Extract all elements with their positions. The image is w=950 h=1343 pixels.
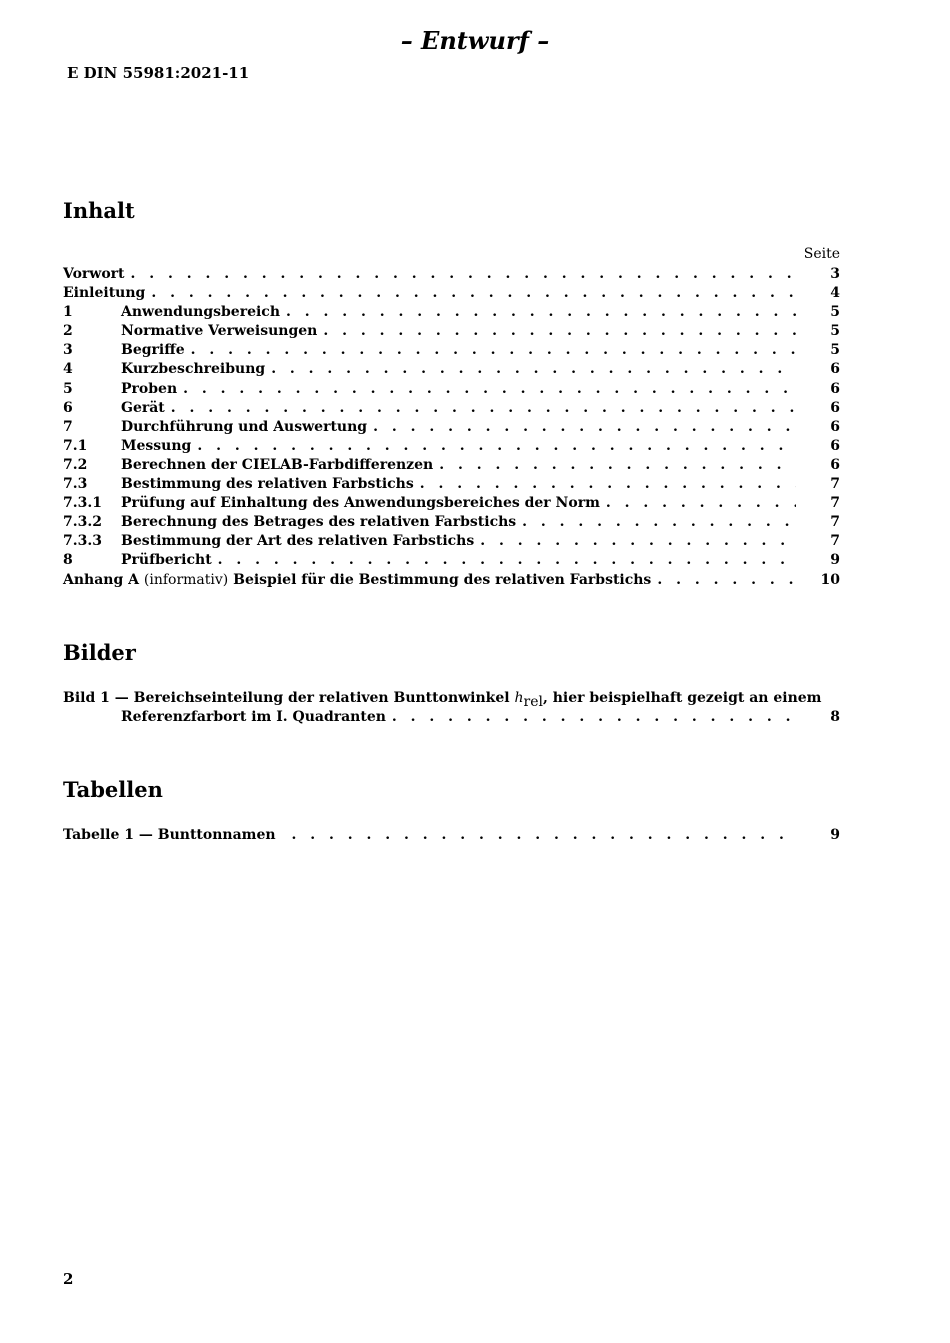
toc-entry-title: Berechnung des Betrages des relativen Farbstichs <box>121 514 517 531</box>
figure-entry-continuation: Referenzfarbort im I. Quadranten <box>121 709 386 725</box>
toc-entry-7-3-1[interactable] <box>63 494 840 513</box>
toc-entry-7-3-3[interactable] <box>63 532 840 551</box>
toc-entry-8[interactable] <box>63 551 840 570</box>
toc-entry-6[interactable] <box>63 399 840 418</box>
toc-entry-number: 7.3.1 <box>63 495 102 512</box>
toc-entry-title: Durchführung und Auswertung <box>121 418 368 435</box>
toc-entry-page: 6 <box>830 437 840 454</box>
toc-leader <box>323 322 796 341</box>
toc-entry-7-1[interactable] <box>63 437 840 456</box>
toc-entry-number: 6 <box>63 399 73 416</box>
toc-entry-number: 3 <box>63 342 73 359</box>
toc-entry-page: 10 <box>820 571 840 588</box>
toc-entry-einleitung[interactable] <box>63 284 840 303</box>
toc-entry-vorwort[interactable] <box>63 265 840 284</box>
figure-entry-symbol: h <box>514 690 524 706</box>
toc-entry-page: 4 <box>830 285 840 302</box>
annex-note: (informativ) <box>143 571 229 588</box>
toc-leader <box>522 513 796 532</box>
toc-leader <box>373 418 796 437</box>
toc-entry-title: Proben <box>121 380 178 397</box>
toc-leader <box>271 360 796 379</box>
toc-entry-page: 7 <box>830 514 840 531</box>
toc-leader <box>151 284 796 303</box>
toc-entry-7-3-2[interactable] <box>63 513 840 532</box>
figure-entry-line-2 <box>63 708 840 727</box>
figure-entry-suffix: , hier beispielhaft gezeigt an einem <box>542 690 822 706</box>
toc-entry-page: 7 <box>830 476 840 493</box>
toc-leader <box>480 532 796 551</box>
contents-heading: Inhalt <box>63 198 135 223</box>
toc-entry-number: 7.3.3 <box>63 533 102 550</box>
toc-entry-title: Begriffe <box>121 342 185 359</box>
figures-heading: Bilder <box>63 640 136 665</box>
toc-leader <box>191 341 796 360</box>
toc-entry-5[interactable] <box>63 380 840 399</box>
toc-leader <box>171 399 796 418</box>
toc-entry-number: 1 <box>63 304 73 321</box>
toc-entry-title: Messung <box>121 437 192 454</box>
toc-leader <box>286 303 796 322</box>
toc-entry-page: 5 <box>830 304 840 321</box>
toc-entry-page: 5 <box>830 342 840 359</box>
toc-entry-number: 7.3 <box>63 476 88 493</box>
toc-entry-number: 8 <box>63 552 73 569</box>
toc-entry-title: Prüfbericht <box>121 552 212 569</box>
toc-entry-title: Kurzbeschreibung <box>121 361 266 378</box>
toc-leader <box>292 826 796 845</box>
tables-list <box>63 826 840 845</box>
toc-leader <box>183 380 796 399</box>
toc-entry-title: Normative Verweisungen <box>121 323 318 340</box>
toc-entry-title: Gerät <box>121 399 165 416</box>
figure-entry-page: 8 <box>830 709 840 725</box>
figure-entry-prefix: Bild 1 — Bereichseinteilung der relativen Bunttonwinkel <box>63 690 510 706</box>
annex-title: Beispiel für die Bestimmung des relativen Farbstichs <box>233 571 652 588</box>
toc-leader <box>657 571 796 590</box>
toc-entry-number: 2 <box>63 323 73 340</box>
toc-entry-annex-a[interactable] <box>63 571 840 590</box>
toc-leader <box>218 551 796 570</box>
page-column-label: Seite <box>803 246 840 262</box>
toc-entry-4[interactable] <box>63 360 840 379</box>
toc-leader <box>197 437 796 456</box>
toc-entry-page: 6 <box>830 361 840 378</box>
toc-leader <box>420 475 796 494</box>
toc-entry-7-2[interactable] <box>63 456 840 475</box>
toc-entry-page: 6 <box>830 456 840 473</box>
toc-entry-2[interactable] <box>63 322 840 341</box>
annex-label: Anhang A <box>63 571 139 588</box>
page-number: 2 <box>63 1270 74 1288</box>
toc-entry-page: 7 <box>830 495 840 512</box>
table-entry-1[interactable] <box>63 826 840 845</box>
tables-heading: Tabellen <box>63 777 163 802</box>
figure-entry-line-1 <box>63 689 840 708</box>
document-number: E DIN 55981:2021-11 <box>67 64 250 82</box>
toc-entry-title: Vorwort <box>63 266 125 282</box>
toc-leader <box>131 265 796 284</box>
toc-entry-number: 4 <box>63 361 73 378</box>
toc-entry-page: 6 <box>830 380 840 397</box>
toc-leader <box>392 708 796 727</box>
table-of-contents <box>63 265 840 590</box>
toc-leader <box>606 494 796 513</box>
toc-entry-3[interactable] <box>63 341 840 360</box>
toc-entry-page: 3 <box>830 266 840 282</box>
toc-annex-title <box>63 571 651 590</box>
toc-entry-1[interactable] <box>63 303 840 322</box>
table-entry-title: Tabelle 1 — Bunttonnamen <box>63 827 276 843</box>
toc-entry-page: 9 <box>830 552 840 569</box>
toc-entry-title: Prüfung auf Einhaltung des Anwendungsbereiches der Norm <box>121 495 600 512</box>
toc-entry-number: 5 <box>63 380 73 397</box>
toc-entry-7-3[interactable] <box>63 475 840 494</box>
toc-entry-number: 7.2 <box>63 456 88 473</box>
toc-entry-page: 7 <box>830 533 840 550</box>
toc-entry-number: 7.1 <box>63 437 88 454</box>
toc-entry-title: Bestimmung des relativen Farbstichs <box>121 476 414 493</box>
toc-entry-title: Anwendungsbereich <box>121 304 280 321</box>
toc-entry-7[interactable] <box>63 418 840 437</box>
toc-entry-number: 7.3.2 <box>63 514 102 531</box>
toc-leader <box>439 456 796 475</box>
figure-entry-1[interactable] <box>63 689 840 727</box>
toc-entry-title: Bestimmung der Art des relativen Farbstichs <box>121 533 475 550</box>
toc-entry-page: 6 <box>830 399 840 416</box>
toc-entry-title: Einleitung <box>63 285 146 302</box>
toc-entry-page: 5 <box>830 323 840 340</box>
toc-entry-page: 6 <box>830 418 840 435</box>
toc-entry-title: Berechnen der CIELAB-Farbdifferenzen <box>121 456 434 473</box>
figure-entry-symbol-subscript: rel <box>523 694 543 710</box>
toc-entry-number: 7 <box>63 418 73 435</box>
table-entry-page: 9 <box>830 827 840 843</box>
draft-title: – Entwurf – <box>400 26 550 55</box>
